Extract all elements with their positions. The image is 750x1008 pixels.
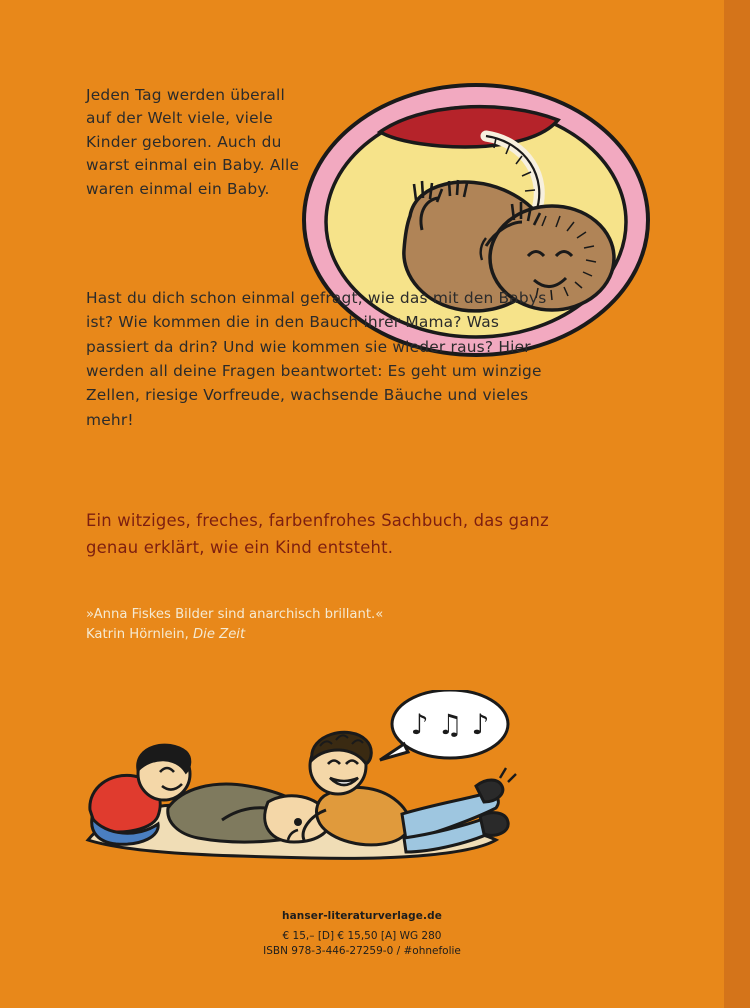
- navel: [294, 818, 302, 826]
- pregnant-couple-illustration: [72, 690, 542, 870]
- music-notes: ♪ ♫ ♪: [410, 708, 490, 741]
- price-line: € 15,– [D] € 15,50 [A] WG 280: [282, 930, 442, 942]
- tagline-text: Ein witziges, freches, farbenfrohes Sachbuch, das ganz genau erklärt, wie ein Kind entsteht.: [86, 511, 549, 557]
- isbn-line: ISBN 978-3-446-27259-0 / #ohnefolie: [263, 945, 461, 958]
- woman-shoe-lower: [480, 813, 508, 836]
- press-quote: [86, 605, 526, 646]
- quote-source-name: Katrin Hörnlein,: [86, 627, 189, 643]
- quote-source-publication: Die Zeit: [193, 627, 246, 643]
- quote-attribution: [86, 625, 526, 645]
- publisher-url: hanser-literaturverlage.de: [282, 910, 442, 922]
- speech-bubble: [380, 690, 508, 760]
- quote-text: »Anna Fiskes Bilder sind anarchisch brillant.«: [86, 607, 384, 622]
- spine-strip: [724, 0, 750, 1008]
- footer: [0, 910, 724, 959]
- intro-paragraph: Jeden Tag werden überall auf der Welt viele, viele Kinder geboren. Auch du warst einmal ein Baby. Alle waren einmal ein Baby.: [86, 86, 300, 198]
- body-paragraph: Hast du dich schon einmal gefragt, wie das mit den Babys ist? Wie kommen die in den Bauch ihrer Mama? Was passiert da drin? Und wie kommen sie wieder raus? Hier werden all deine Fragen beantwortet: Es geht um winzige Zellen, riesige Vorfreude, wachsende Bäuche und vieles mehr!: [86, 289, 547, 429]
- woman-foot-toes: [500, 768, 516, 782]
